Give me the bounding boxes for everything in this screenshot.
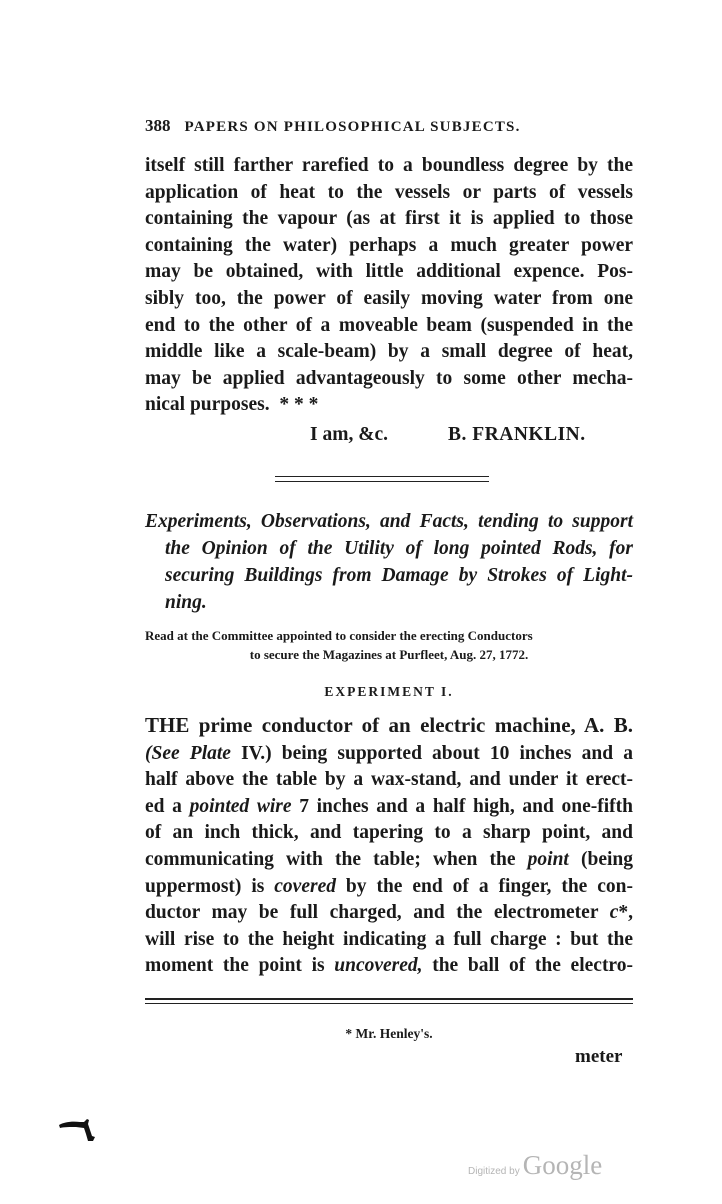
text-line: will rise to the height indicating a full charge : but the bbox=[145, 928, 633, 950]
author-name: B. FRANKLIN. bbox=[447, 424, 586, 445]
read-note-line: Read at the Committee appointed to consider the erecting Conductors bbox=[145, 628, 533, 643]
text-span: 7 inches and a half high, and one-fifth bbox=[291, 795, 633, 817]
text-span: uppermost) is bbox=[145, 875, 275, 897]
text-line: itself still farther rarefied to a boundless degree by the bbox=[145, 155, 633, 176]
article-title bbox=[145, 508, 633, 616]
signature bbox=[310, 424, 586, 446]
text-line bbox=[145, 794, 633, 821]
manicule-icon bbox=[58, 1118, 98, 1147]
closing: I am, &c. bbox=[310, 424, 388, 445]
running-header bbox=[145, 116, 595, 136]
text-line: middle like a scale-beam) by a small degree of heat, bbox=[145, 341, 633, 363]
text-line: may be applied advantageously to some other mecha- bbox=[145, 367, 633, 389]
footnote-rule bbox=[145, 998, 633, 1000]
text-span: communicating with the table; when the bbox=[145, 848, 528, 870]
text-line bbox=[145, 847, 633, 874]
footnote-rule bbox=[145, 1003, 633, 1004]
text-span: ductor may be full charged, and the electrometer bbox=[145, 902, 610, 924]
text-span: *, bbox=[618, 902, 633, 924]
text-span: ed a bbox=[145, 795, 190, 817]
title-line: Experiments, Observations, and Facts, tending to support bbox=[145, 511, 633, 532]
text-line bbox=[145, 712, 633, 741]
text-line: sibly too, the power of easily moving water from one bbox=[145, 287, 633, 309]
text-line-last bbox=[145, 392, 633, 419]
text-span: moment the point is bbox=[145, 955, 335, 977]
text-span: IV.) bbox=[241, 742, 272, 764]
text-line: containing the vapour (as at first it is applied to those bbox=[145, 208, 633, 230]
footnote: * Mr. Henley's. bbox=[345, 1026, 433, 1041]
text-line bbox=[145, 900, 633, 927]
text-line: may be obtained, with little additional expence. Pos- bbox=[145, 261, 633, 283]
watermark-prefix: Digitized by bbox=[468, 1166, 520, 1177]
section-rule bbox=[275, 481, 489, 482]
page-number: 388 bbox=[145, 116, 171, 135]
text-span: by the end of a finger, the con- bbox=[336, 875, 633, 897]
text-line bbox=[145, 874, 633, 901]
text-span: being supported about 10 inches and a bbox=[271, 742, 633, 764]
text-span: (being bbox=[568, 848, 633, 870]
text-line: containing the water) perhaps a much greater power bbox=[145, 234, 633, 256]
text-line: end to the other of a moveable beam (suspended in the bbox=[145, 314, 633, 336]
text-line bbox=[145, 953, 633, 980]
paragraph-continuation bbox=[145, 153, 633, 419]
title-line: ning. bbox=[165, 592, 207, 613]
text-span: pointed wire bbox=[189, 795, 292, 817]
experiment-heading: EXPERIMENT I. bbox=[324, 684, 454, 699]
experiment-paragraph bbox=[145, 712, 633, 980]
section-rule bbox=[275, 476, 489, 477]
text-line: of an inch thick, and tapering to a sharp point, and bbox=[145, 822, 633, 844]
text-span: (See Plate bbox=[145, 742, 242, 764]
last-line-text: nical purposes. bbox=[145, 394, 270, 416]
read-note-line: to secure the Magazines at Purfleet, Aug. 27, 1772. bbox=[249, 647, 529, 662]
digitized-watermark bbox=[468, 1150, 602, 1181]
text-span: uncovered, bbox=[334, 955, 423, 977]
text-span: c bbox=[609, 902, 619, 924]
read-note bbox=[145, 626, 633, 664]
text-line bbox=[145, 741, 633, 768]
title-line: the Opinion of the Utility of long pointed Rods, for bbox=[165, 538, 633, 559]
google-logo: Google bbox=[522, 1150, 603, 1180]
text-line: application of heat to the vessels or parts of vessels bbox=[145, 181, 633, 203]
catchword: meter bbox=[575, 1046, 623, 1067]
asterism: * * * bbox=[279, 394, 319, 416]
text-line: half above the table by a wax-stand, and under it erect- bbox=[145, 769, 633, 791]
text-span: covered bbox=[274, 875, 336, 897]
text-span: the ball of the electro- bbox=[422, 955, 633, 977]
running-title: PAPERS ON PHILOSOPHICAL SUBJECTS. bbox=[184, 119, 521, 135]
text-span: THE prime conductor of an electric machine, A. B. bbox=[145, 713, 633, 737]
title-line: securing Buildings from Damage by Strokes of Light- bbox=[165, 565, 633, 586]
text-span: point bbox=[527, 848, 569, 870]
